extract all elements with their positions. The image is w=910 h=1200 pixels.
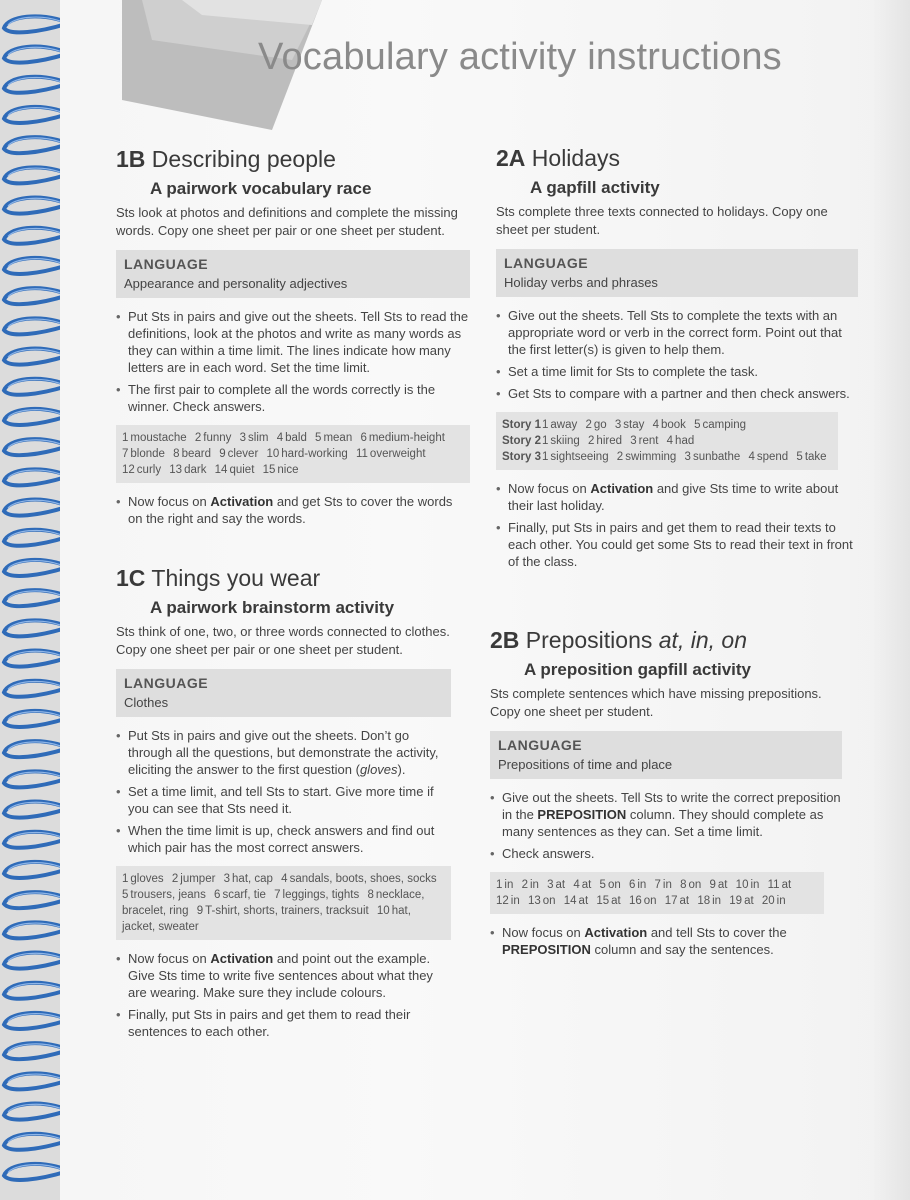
answer-number: 3	[630, 435, 637, 447]
answer-number: 10	[266, 448, 280, 460]
answer-text: stay	[623, 419, 645, 431]
answer-text: in	[662, 879, 672, 891]
answer-item	[542, 419, 577, 431]
answer-item	[169, 464, 206, 476]
instruction-item: • Set a time limit for Sts to complete the task.	[496, 363, 858, 380]
section-heading	[116, 565, 451, 592]
section-title: Holidays	[531, 145, 621, 171]
answer-text: in	[637, 879, 647, 891]
answer-item	[122, 448, 165, 460]
instruction-list	[496, 480, 858, 570]
section-title: Describing people	[151, 146, 336, 172]
answer-item	[277, 432, 307, 444]
instruction-item: • Get Sts to compare with a partner and then check answers.	[496, 385, 858, 402]
answer-text: rent	[638, 435, 659, 447]
answer-text: sightseeing	[550, 451, 609, 463]
instruction-item: • Now focus on Activation and get Sts to cover the words on the right and say the words.	[116, 493, 470, 527]
language-label: LANGUAGE	[498, 737, 583, 753]
answer-item	[542, 435, 580, 447]
answer-text: in	[712, 895, 722, 907]
section-title: Things you wear	[151, 565, 321, 591]
answer-text: hired	[596, 435, 622, 447]
section-code: 2A	[496, 145, 526, 171]
story-answers	[542, 433, 832, 449]
answer-text: at	[717, 879, 728, 891]
language-text: Holiday verbs and phrases	[504, 275, 658, 290]
answer-number: 10	[735, 879, 749, 891]
answer-item	[496, 895, 520, 907]
answer-number: 2	[194, 432, 202, 444]
answer-item	[263, 464, 299, 476]
answer-number: 4	[748, 451, 755, 463]
answer-number: 12	[496, 895, 509, 907]
section-heading	[490, 627, 842, 654]
answer-number: 2	[616, 451, 624, 463]
answer-number: 3	[239, 432, 247, 444]
language-box	[116, 250, 470, 298]
answer-item	[215, 464, 255, 476]
answer-number: 13	[527, 895, 541, 907]
section-heading	[116, 146, 470, 173]
answer-text: clever	[227, 448, 259, 460]
instruction-list	[490, 789, 842, 862]
instruction-item: • When the time limit is up, check answers and find out which pair has the most correct answers.	[116, 822, 451, 856]
answer-number: 12	[122, 464, 135, 476]
language-text: Appearance and personality adjectives	[124, 276, 348, 291]
answer-number: 13	[169, 464, 183, 476]
instruction-item: • Now focus on Activation and point out the example. Give Sts time to write five sentences about what they are wearing. Make sure they include colours.	[116, 950, 451, 1001]
activity-intro: Sts complete three texts connected to holidays. Copy one sheet per student.	[496, 204, 828, 237]
answer-number: 6	[628, 879, 636, 891]
answer-number: 3	[547, 879, 554, 891]
answer-item	[122, 873, 164, 885]
language-box	[496, 249, 858, 297]
answer-number: 4	[652, 419, 659, 431]
instruction-list	[116, 493, 470, 527]
answer-item	[588, 435, 622, 447]
answer-item	[122, 921, 199, 933]
answer-number: 9	[219, 448, 226, 460]
instruction-item: • The first pair to complete all the words correctly is the winner. Check answers.	[116, 381, 470, 415]
answer-text: spend	[756, 451, 789, 463]
answer-number: 5	[599, 879, 606, 891]
answer-text: mean	[323, 432, 353, 444]
answer-number: 1	[496, 879, 503, 891]
answer-text: away	[550, 419, 578, 431]
answer-number: 3	[614, 419, 622, 431]
answer-number: 1	[542, 451, 549, 463]
answer-text: on	[607, 879, 621, 891]
answer-item	[709, 879, 727, 891]
answer-text: take	[804, 451, 827, 463]
language-label: LANGUAGE	[124, 675, 209, 691]
answer-item	[768, 879, 792, 891]
answer-number: 9	[196, 905, 204, 917]
answer-item	[214, 889, 266, 901]
answer-number: 5	[694, 419, 701, 431]
answer-text: at	[578, 895, 589, 907]
answer-text: on	[643, 895, 657, 907]
story-answers	[542, 449, 832, 465]
answer-text: scarf, tie	[222, 889, 266, 901]
answer-number: 3	[684, 451, 691, 463]
answer-number: 1	[122, 873, 129, 885]
answer-text: dark	[184, 464, 207, 476]
answer-number: 4	[666, 435, 674, 447]
answer-item	[655, 879, 672, 891]
answer-text: gloves	[130, 873, 164, 885]
answer-item	[680, 879, 701, 891]
answer-item	[224, 873, 273, 885]
instruction-list	[116, 950, 451, 1040]
answer-text: blonde	[130, 448, 165, 460]
answer-text: hat, cap	[232, 873, 273, 885]
answer-text: at	[781, 879, 792, 891]
answer-item	[122, 464, 161, 476]
activity-intro: Sts complete sentences which have missing prepositions. Copy one sheet per student.	[490, 686, 822, 719]
story-answer-row	[502, 433, 832, 449]
answer-item	[629, 895, 657, 907]
answer-item	[697, 895, 721, 907]
story-label: Story 3	[502, 451, 541, 463]
answer-text: in	[776, 895, 786, 907]
answer-number: 15	[596, 895, 610, 907]
answer-number: 7	[122, 448, 129, 460]
answer-number: 2	[521, 879, 528, 891]
answer-item	[729, 895, 753, 907]
answer-number: 17	[664, 895, 678, 907]
answer-text: on	[542, 895, 556, 907]
answer-number: 6	[214, 889, 221, 901]
answer-item	[615, 419, 645, 431]
answer-item	[630, 435, 658, 447]
answer-item	[274, 889, 359, 901]
answer-number: 3	[223, 873, 231, 885]
answer-item	[528, 895, 556, 907]
answer-text: sunbathe	[692, 451, 741, 463]
answer-item	[172, 873, 216, 885]
instruction-list	[116, 727, 451, 856]
answer-item	[522, 879, 539, 891]
answer-item	[694, 419, 746, 431]
answer-item	[315, 432, 352, 444]
section-title-italic: at, in, on	[658, 627, 747, 653]
answer-text: in	[510, 895, 520, 907]
answer-number: 10	[376, 905, 390, 917]
activity-subtitle: A gapfill activity	[530, 178, 660, 197]
answer-text: quiet	[229, 464, 255, 476]
answer-item	[796, 451, 826, 463]
answer-item	[542, 451, 609, 463]
answer-text: at	[555, 879, 566, 891]
answer-key	[490, 872, 824, 914]
answer-item	[281, 873, 436, 885]
page-title: Vocabulary activity instructions	[258, 36, 782, 78]
activity-intro: Sts think of one, two, or three words connected to clothes. Copy one sheet per pair or one sheet per student.	[116, 624, 450, 657]
answer-number: 8	[680, 879, 687, 891]
answer-text: overweight	[369, 448, 426, 460]
answer-number: 20	[761, 895, 775, 907]
answer-item	[173, 448, 211, 460]
answer-item	[762, 895, 786, 907]
answer-text: sandals, boots, shoes, socks	[289, 873, 437, 885]
answer-number: 1	[542, 419, 549, 431]
answer-item	[266, 448, 347, 460]
answer-text: skiing	[550, 435, 580, 447]
answer-text: hard-working	[281, 448, 348, 460]
answer-item	[240, 432, 269, 444]
answer-text: go	[593, 419, 607, 431]
answer-item	[564, 895, 588, 907]
answer-text: T-shirt, shorts, trainers, tracksuit	[205, 905, 369, 917]
answer-number: 8	[173, 448, 180, 460]
answer-text: at	[679, 895, 690, 907]
answer-text: bald	[285, 432, 307, 444]
answer-number: 5	[122, 889, 129, 901]
answer-text: trousers, jeans	[130, 889, 206, 901]
answer-text: necklace,	[375, 889, 425, 901]
answer-text: jacket, sweater	[122, 921, 199, 933]
answer-number: 1	[542, 435, 549, 447]
answer-text: in	[750, 879, 760, 891]
answer-item	[122, 905, 188, 917]
activity-subtitle: A pairwork vocabulary race	[150, 179, 372, 198]
answer-item	[219, 448, 258, 460]
answer-key	[116, 425, 470, 483]
activity-subtitle: A preposition gapfill activity	[524, 660, 752, 679]
answer-number: 7	[654, 879, 661, 891]
answer-text: nice	[277, 464, 299, 476]
instruction-item: • Put Sts in pairs and give out the sheets. Don’t go through all the questions, but demonstrate the activity, eliciting the answer to the first question (gloves).	[116, 727, 451, 778]
instruction-item: • Now focus on Activation and tell Sts to cover the PREPOSITION column and say the sentences.	[490, 924, 842, 958]
answer-number: 5	[796, 451, 803, 463]
instruction-item: • Put Sts in pairs and give out the sheets. Tell Sts to read the definitions, look at the photos and write as many words as they can within a time limit. The lines indicate how many letters are in each word. Set the time limit.	[116, 308, 470, 376]
answer-item	[496, 879, 513, 891]
instruction-item: • Finally, put Sts in pairs and get them to read their sentences to each other.	[116, 1006, 451, 1040]
answer-item	[653, 419, 686, 431]
answer-text: bracelet, ring	[122, 905, 189, 917]
answer-number: 5	[315, 432, 322, 444]
answer-item	[667, 435, 695, 447]
answer-item	[685, 451, 741, 463]
answer-number: 18	[697, 895, 711, 907]
language-label: LANGUAGE	[124, 256, 209, 272]
answer-text: in	[529, 879, 539, 891]
language-box	[116, 669, 451, 717]
instruction-list	[116, 308, 470, 415]
answer-item	[377, 905, 411, 917]
instruction-item: • Check answers.	[490, 845, 842, 862]
answer-item	[197, 905, 369, 917]
answer-item	[600, 879, 621, 891]
instruction-item: • Finally, put Sts in pairs and get them to read their texts to each other. You could get some Sts to read their text in front of the class.	[496, 519, 858, 570]
answer-number: 7	[274, 889, 281, 901]
answer-number: 15	[262, 464, 276, 476]
answer-text: had	[675, 435, 695, 447]
section-title: Prepositions	[525, 627, 659, 653]
answer-text: slim	[248, 432, 269, 444]
answer-number: 4	[276, 432, 284, 444]
language-label: LANGUAGE	[504, 255, 589, 271]
answer-item	[736, 879, 760, 891]
answer-number: 4	[281, 873, 288, 885]
answer-text: moustache	[130, 432, 187, 444]
story-answers	[542, 417, 832, 433]
answer-number: 14	[214, 464, 228, 476]
answer-number: 2	[171, 873, 179, 885]
activity-intro: Sts look at photos and definitions and complete the missing words. Copy one sheet per pair or one sheet per student.	[116, 205, 458, 238]
answer-item	[748, 451, 788, 463]
answer-number: 6	[360, 432, 367, 444]
answer-number: 19	[729, 895, 743, 907]
story-answer-row	[502, 449, 832, 465]
section-heading	[496, 145, 858, 172]
section-2a	[496, 145, 858, 575]
answer-item	[665, 895, 689, 907]
instruction-list	[496, 307, 858, 402]
answer-item	[195, 432, 232, 444]
answer-number: 16	[628, 895, 642, 907]
answer-text: funny	[203, 432, 232, 444]
language-text: Prepositions of time and place	[498, 757, 673, 772]
answer-text: at	[581, 879, 592, 891]
answer-key	[116, 866, 451, 940]
answer-text: beard	[181, 448, 211, 460]
answer-item	[356, 448, 426, 460]
answer-item	[547, 879, 565, 891]
answer-number: 2	[585, 419, 592, 431]
section-1c	[116, 565, 451, 1045]
section-2b	[490, 627, 842, 963]
answer-item	[122, 889, 206, 901]
answer-item	[585, 419, 606, 431]
answer-number: 1	[122, 432, 129, 444]
answer-text: at	[744, 895, 754, 907]
instruction-item: • Give out the sheets. Tell Sts to write the correct preposition in the PREPOSITION column. They should complete as many sentences as they can. Set a time limit.	[490, 789, 842, 840]
answer-item	[122, 432, 187, 444]
answer-number: 14	[563, 895, 577, 907]
activity-subtitle: A pairwork brainstorm activity	[150, 598, 395, 617]
answer-text: medium-height	[368, 432, 445, 444]
answer-number: 9	[709, 879, 716, 891]
answer-number: 2	[588, 435, 595, 447]
answer-text: book	[660, 419, 686, 431]
answer-item	[573, 879, 591, 891]
answer-text: at	[611, 895, 621, 907]
answer-item	[617, 451, 677, 463]
story-label: Story 2	[502, 435, 541, 447]
section-code: 1C	[116, 565, 146, 591]
section-code: 1B	[116, 146, 146, 172]
answer-text: camping	[702, 419, 746, 431]
section-code: 2B	[490, 627, 520, 653]
instruction-item: • Give out the sheets. Tell Sts to complete the texts with an appropriate word or verb in the correct form. Point out that the first letter(s) is given to help them.	[496, 307, 858, 358]
answer-text: in	[504, 879, 514, 891]
answer-text: leggings, tights	[282, 889, 360, 901]
page-shadow	[870, 0, 910, 1200]
answer-number: 8	[367, 889, 374, 901]
answer-item	[367, 889, 424, 901]
answer-text: curly	[136, 464, 162, 476]
answer-number: 11	[767, 879, 780, 891]
answer-text: hat,	[391, 905, 411, 917]
instruction-list	[490, 924, 842, 958]
language-box	[490, 731, 842, 779]
answer-item	[360, 432, 444, 444]
section-1b	[116, 146, 470, 532]
answer-key	[496, 412, 838, 470]
story-label: Story 1	[502, 419, 541, 431]
answer-number: 4	[573, 879, 580, 891]
story-answer-row	[502, 417, 832, 433]
instruction-item: • Now focus on Activation and give Sts time to write about their last holiday.	[496, 480, 858, 514]
answer-item	[596, 895, 620, 907]
language-text: Clothes	[124, 695, 169, 710]
answer-text: on	[688, 879, 702, 891]
answer-item	[629, 879, 646, 891]
answer-text: swimming	[625, 451, 677, 463]
answer-number: 11	[355, 448, 368, 460]
instruction-item: • Set a time limit, and tell Sts to start. Give more time if you can see that Sts need it.	[116, 783, 451, 817]
answer-text: jumper	[180, 873, 216, 885]
